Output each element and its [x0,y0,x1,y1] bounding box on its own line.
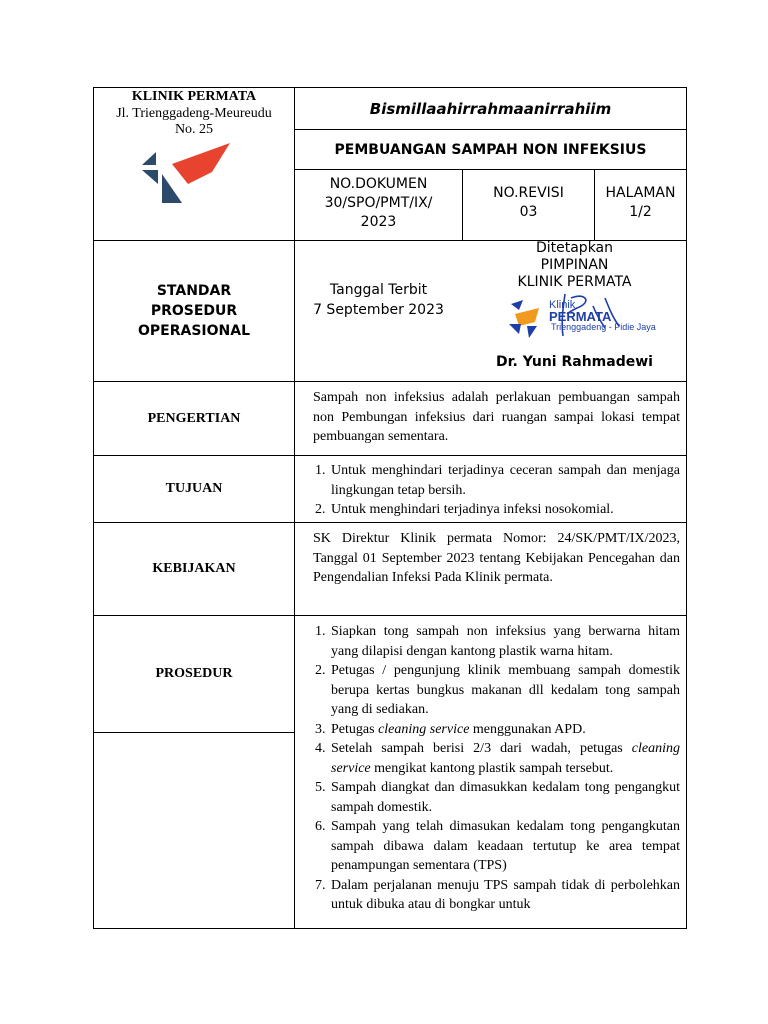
tujuan-label: TUJUAN [165,481,223,496]
list-item: 2. Untuk menghindari terjadinya infeksi nosokomial. [329,500,680,520]
bismillah: Bismillaahirrahmaanirrahiim [369,99,612,118]
issue-date-value: 7 September 2023 [313,302,444,318]
page-label: HALAMAN [605,185,676,201]
clinic-logo [136,140,236,216]
clinic-header [94,88,294,240]
pengertian-label: PENGERTIAN [147,410,241,426]
prosedur-label: PROSEDUR [155,666,233,681]
stamp-text-2: PERMATA [549,309,612,324]
approval-line1: Ditetapkan [535,240,614,256]
clinic-address-line2: No. 25 [174,122,214,137]
page-cell [595,184,686,222]
prosedur-list [311,622,680,927]
document-number-cell [295,175,462,232]
clinic-address-line1: Jl. Trienggadeng-Meureudu [116,106,272,121]
signatory-name: Dr. Yuni Rahmadewi [496,354,653,370]
clinic-stamp-signature [505,288,665,344]
list-item: 2. Petugas / pengunjung klinik membuang sampah domestik berupa kertas bungkus makanan dll kedalam tong sampah yang di sediakan. [329,661,680,720]
pengertian-text: Sampah non infeksius adalah perlakuan pembuangan sampah non Pembungan infeksius dari ruangan sampai lokasi tempat pembuangan sementara. [313,390,680,444]
issue-date-label: Tanggal Terbit [329,282,428,298]
clinic-name: KLINIK PERMATA [131,89,257,104]
stamp-text-3: Trienggadeng - Pidie Jaya [551,322,656,332]
revision-cell [463,184,594,222]
list-item: 7. Dalam perjalanan menuju TPS sampah tidak di perbolehkan untuk dibuka atau di bongkar untuk [329,876,680,915]
tujuan-list [311,461,680,520]
kebijakan-label: KEBIJAKAN [152,561,236,576]
approval-line2: PIMPINAN [540,257,609,273]
list-item: 6. Sampah yang telah dimasukan kedalam tong pengangkutan sampah dibawa dalam keadaan tertutup ke area tempat penampungan sementara (TPS) [329,817,680,876]
list-item: 1. Untuk menghindari terjadinya ceceran sampah dan menjaga lingkungan tetap bersih. [329,461,680,500]
kebijakan-text: SK Direktur Klinik permata Nomor: 24/SK/PMT/IX/2023, Tanggal 01 September 2023 tentang Kebijakan Pencegahan dan Pengendalian Infeksi Pada Klinik permata. [313,531,680,585]
document-number-value-2: 2023 [360,214,397,230]
list-item: 3. Petugas cleaning service menggunakan APD. [329,720,680,740]
approval-cell [463,240,686,291]
list-item: 4. Setelah sampah berisi 2/3 dari wadah, petugas cleaning service mengikat kantong plastik sampah tersebut. [329,739,680,778]
document-number-label: NO.DOKUMEN [329,176,428,192]
issue-date-cell [295,280,462,320]
list-item: 1. Siapkan tong sampah non infeksius yang berwarna hitam yang dilapisi dengan kantong plastik warna hitam. [329,622,680,661]
revision-label: NO.REVISI [493,185,564,201]
page-value: 1/2 [629,204,652,220]
sop-label: STANDAR PROSEDUR OPERASIONAL [137,283,250,339]
document-title: PEMBUANGAN SAMPAH NON INFEKSIUS [334,141,647,158]
list-item: 5. Sampah diangkat dan dimasukkan kedalam tong pengangkut sampah domestik. [329,778,680,817]
document-number-value-1: 30/SPO/PMT/IX/ [324,195,433,211]
approval-line3: KLINIK PERMATA [517,274,632,290]
stamp-text-1: Klinik [549,299,576,311]
revision-value: 03 [519,204,538,220]
